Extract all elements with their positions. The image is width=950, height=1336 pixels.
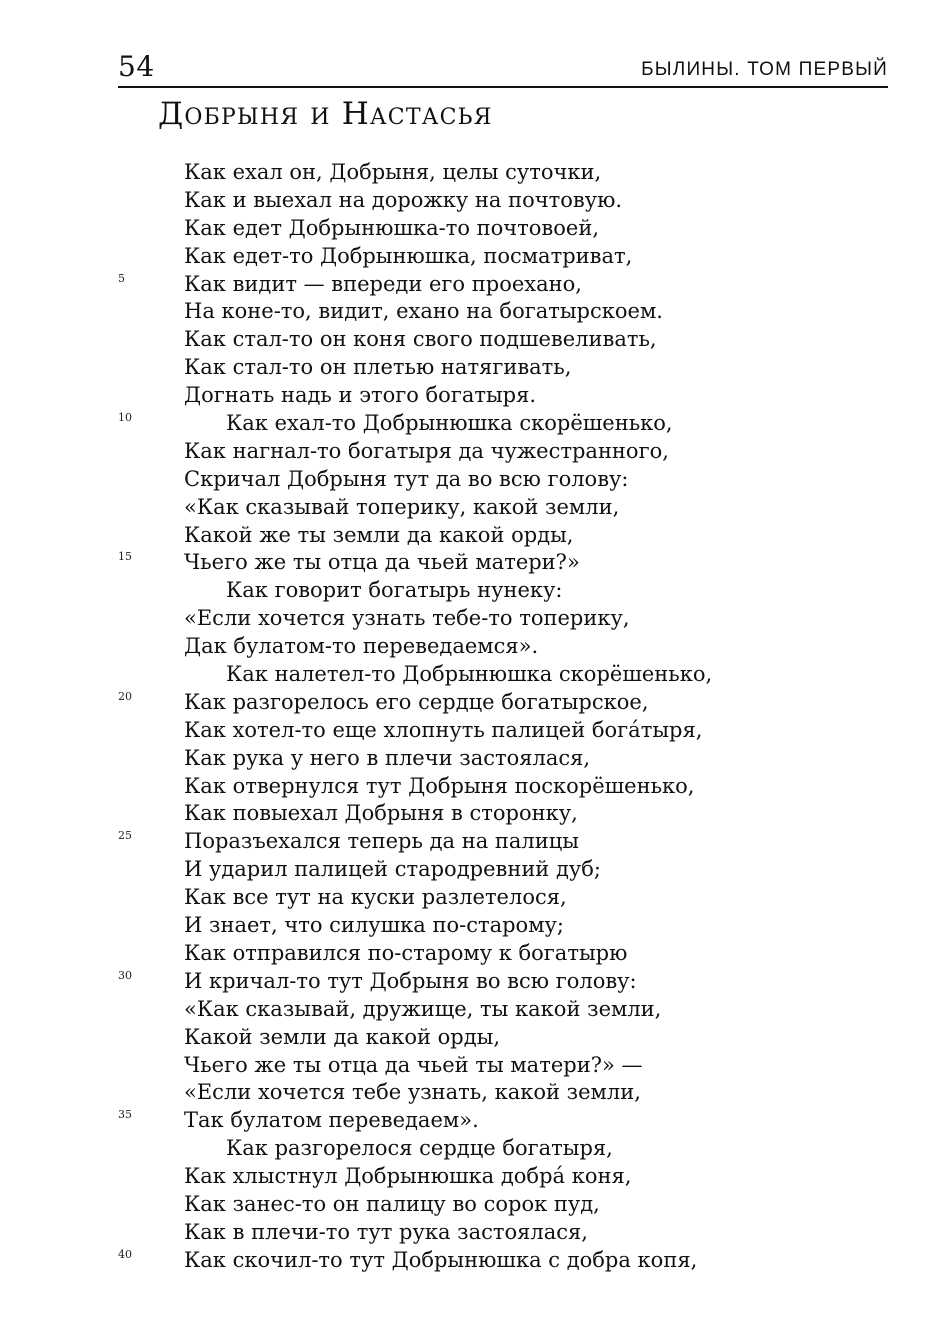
verse-line bbox=[0, 996, 950, 1024]
verse-text: Как и выехал на дорожку на почтовую. bbox=[184, 187, 623, 212]
verse-line bbox=[0, 940, 950, 968]
verse-line bbox=[0, 661, 950, 689]
verse-line bbox=[0, 549, 950, 577]
verse-line bbox=[0, 466, 950, 494]
verse-text: Поразъехался теперь да на палицы bbox=[184, 829, 579, 854]
line-number: 35 bbox=[118, 1108, 132, 1122]
verse-line bbox=[0, 159, 950, 187]
verse-line bbox=[0, 968, 950, 996]
verse-line bbox=[0, 1247, 950, 1275]
poem-body bbox=[0, 159, 950, 1275]
verse-line bbox=[0, 828, 950, 856]
line-number: 15 bbox=[118, 550, 132, 564]
verse-text: Скричал Добрыня тут да во всю голову: bbox=[184, 466, 629, 491]
verse-text: Дак булатом-то переведаемся». bbox=[184, 634, 539, 659]
verse-text: Какой земли да какой орды, bbox=[184, 1024, 501, 1049]
verse-line bbox=[0, 884, 950, 912]
verse-text: Как едет Добрынюшка-то почтовоей, bbox=[184, 215, 599, 240]
verse-text: Как разгорелося сердце богатыря, bbox=[226, 1136, 613, 1161]
verse-text: Как стал-то он коня свого подшевеливать, bbox=[184, 327, 657, 352]
verse-text: Так булатом переведаем». bbox=[184, 1108, 479, 1133]
verse-text: Догнать надь и этого богатыря. bbox=[184, 383, 537, 408]
verse-line bbox=[0, 243, 950, 271]
line-number: 5 bbox=[118, 271, 125, 285]
verse-line bbox=[0, 382, 950, 410]
verse-text: Как стал-то он плетью натягивать, bbox=[184, 355, 572, 380]
verse-line bbox=[0, 1024, 950, 1052]
verse-line bbox=[0, 1135, 950, 1163]
verse-text: Какой же ты земли да какой орды, bbox=[184, 522, 574, 547]
verse-line bbox=[0, 717, 950, 745]
verse-text: Чьего же ты отца да чьей матери?» bbox=[184, 550, 580, 575]
verse-text: Как занес-то он палицу во сорок пуд, bbox=[184, 1191, 600, 1216]
verse-line bbox=[0, 800, 950, 828]
page-header bbox=[118, 48, 888, 88]
line-number: 30 bbox=[118, 968, 132, 982]
verse-line bbox=[0, 1079, 950, 1107]
verse-line bbox=[0, 326, 950, 354]
verse-line bbox=[0, 745, 950, 773]
verse-text: Как ехал-то Добрынюшка скорёшенько, bbox=[226, 411, 673, 436]
verse-text: Чьего же ты отца да чьей ты матери?» — bbox=[184, 1052, 643, 1077]
verse-text: И ударил палицей стародревний дуб; bbox=[184, 857, 601, 882]
verse-line bbox=[0, 215, 950, 243]
verse-text: Как налетел-то Добрынюшка скорёшенько, bbox=[226, 662, 713, 687]
verse-line bbox=[0, 271, 950, 299]
verse-line bbox=[0, 912, 950, 940]
line-number: 25 bbox=[118, 829, 132, 843]
verse-text: «Если хочется узнать тебе-то топерику, bbox=[184, 606, 630, 631]
verse-line bbox=[0, 298, 950, 326]
page-number: 54 bbox=[118, 50, 155, 83]
line-number: 40 bbox=[118, 1247, 132, 1261]
verse-text: И кричал-то тут Добрыня во всю голову: bbox=[184, 968, 637, 993]
verse-line bbox=[0, 633, 950, 661]
verse-line bbox=[0, 577, 950, 605]
verse-line bbox=[0, 1191, 950, 1219]
verse-text: Как разгорелось его сердце богатырское, bbox=[184, 689, 649, 714]
verse-text: Как отвернулся тут Добрыня поскорёшенько, bbox=[184, 773, 695, 798]
verse-text: Как скочил-то тут Добрынюшка с добра копя, bbox=[184, 1247, 698, 1272]
header-rule bbox=[118, 86, 888, 88]
verse-text: Как рука у него в плечи застоялася, bbox=[184, 745, 591, 770]
verse-text: «Если хочется тебе узнать, какой земли, bbox=[184, 1080, 641, 1105]
running-title: БЫЛИНЫ. ТОМ ПЕРВЫЙ bbox=[641, 59, 888, 80]
verse-line bbox=[0, 1052, 950, 1080]
line-number: 20 bbox=[118, 689, 132, 703]
verse-text: Как повыехал Добрыня в сторонку, bbox=[184, 801, 578, 826]
verse-text: И знает, что силушка по-старому; bbox=[184, 913, 564, 938]
verse-line bbox=[0, 689, 950, 717]
verse-text: На коне-то, видит, ехано на богатырскоем. bbox=[184, 299, 663, 324]
verse-line bbox=[0, 354, 950, 382]
verse-text: «Как сказывай топерику, какой земли, bbox=[184, 494, 620, 519]
verse-line bbox=[0, 187, 950, 215]
verse-text: Как хлыстнул Добрынюшка добра́ коня, bbox=[184, 1164, 632, 1189]
verse-text: Как видит — впереди его проехано, bbox=[184, 271, 582, 296]
verse-text: Как говорит богатырь нунеку: bbox=[226, 578, 563, 603]
verse-text: «Как сказывай, дружище, ты какой земли, bbox=[184, 996, 662, 1021]
verse-line bbox=[0, 522, 950, 550]
verse-line bbox=[0, 1107, 950, 1135]
verse-text: Как все тут на куски разлетелося, bbox=[184, 885, 567, 910]
verse-text: Как в плечи-то тут рука застоялася, bbox=[184, 1219, 588, 1244]
verse-line bbox=[0, 605, 950, 633]
verse-text: Как отправился по-старому к богатырю bbox=[184, 940, 628, 965]
verse-text: Как нагнал-то богатыря да чужестранного, bbox=[184, 438, 669, 463]
verse-line bbox=[0, 856, 950, 884]
verse-line bbox=[0, 438, 950, 466]
verse-text: Как ехал он, Добрыня, целы суточки, bbox=[184, 160, 602, 184]
verse-line bbox=[0, 494, 950, 522]
verse-line bbox=[0, 1163, 950, 1191]
verse-text: Как хотел-то еще хлопнуть палицей бога́тыря, bbox=[184, 717, 703, 742]
verse-line bbox=[0, 410, 950, 438]
verse-line bbox=[0, 1219, 950, 1247]
line-number: 10 bbox=[118, 411, 132, 425]
verse-line bbox=[0, 773, 950, 801]
poem-title: Добрыня и Настасья bbox=[158, 96, 493, 132]
verse-text: Как едет-то Добрынюшка, посматриват, bbox=[184, 243, 633, 268]
